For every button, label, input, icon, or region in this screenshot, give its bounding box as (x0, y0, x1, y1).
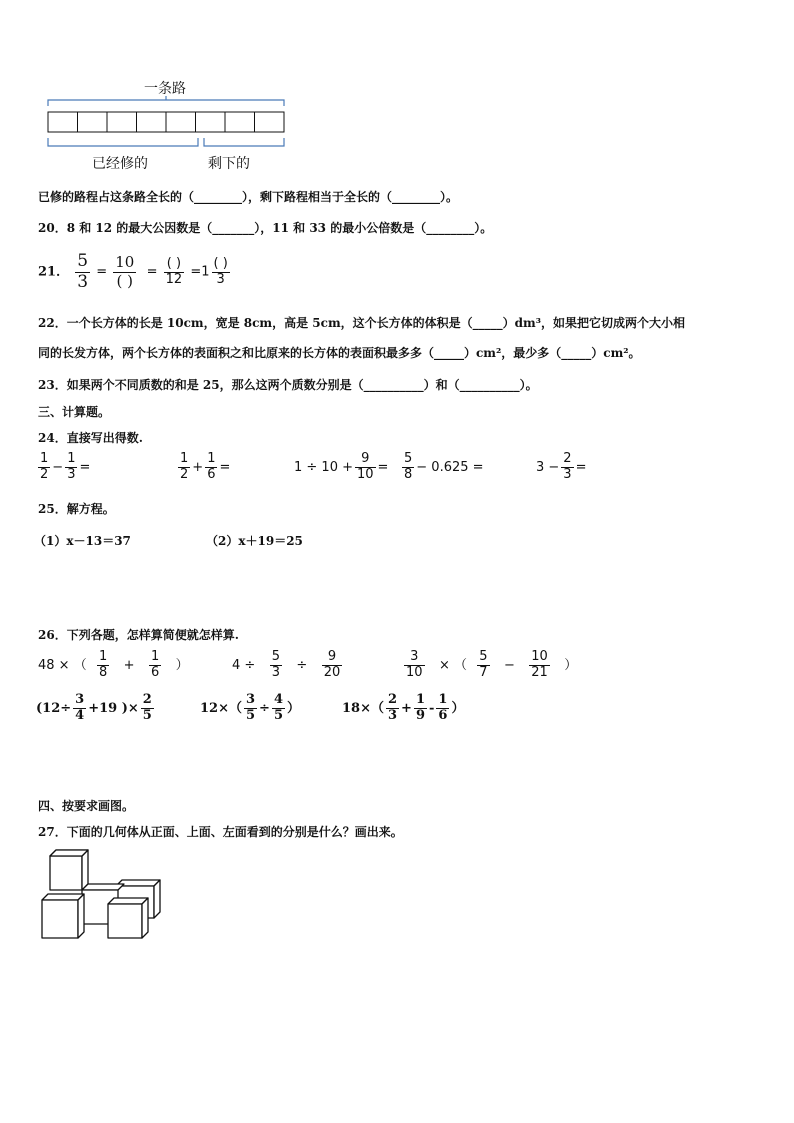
q25-equation-1: （1）x－13＝37 (34, 534, 131, 548)
q23-text: 23．如果两个不同质数的和是 25，那么这两个质数分别是（__________）和（__________）。 (38, 378, 538, 392)
road-strip (48, 112, 284, 132)
q24-expression-4: $\frac{5}{8}$ − 0.625 = (404, 451, 484, 482)
section-3-heading: 三、计算题。 (38, 405, 111, 419)
q24-title: 24．直接写出得数. (38, 431, 143, 445)
q25-equation-2: （2）x＋19＝25 (206, 534, 303, 548)
q26-expression-6: 18×（ $\frac{2}{3}$ + $\frac{1}{9}$ - $\frac{1}{6}$ ） (342, 692, 465, 723)
remaining-brace (204, 138, 284, 146)
q26-expression-2: 4 ÷ $\frac{5}{3}$ ÷ $\frac{9}{20}$ (232, 649, 341, 680)
q26-title: 26．下列各题，怎样算简便就怎样算. (38, 628, 239, 642)
road-diagram (40, 96, 292, 166)
q22-line-2: 同的长发方体，两个长方体的表面积之和比原来的长方体的表面积最多多（_____）cm²，最少多（_____）cm²。 (38, 346, 641, 360)
road-remaining-label: 剩下的 (208, 156, 250, 172)
q20-text: 20．8 和 12 的最大公因数是（_______），11 和 33 的最小公倍数是（________）。 (38, 221, 493, 235)
done-brace (48, 138, 198, 146)
section-4-heading: 四、按要求画图。 (38, 799, 135, 813)
q26-expression-3: $\frac{3}{10}$ × （ $\frac{5}{7}$ − $\frac{10}{21}$ ） (406, 649, 578, 680)
q21-label: 21． (38, 264, 70, 280)
road-total-label: 一条路 (144, 81, 186, 97)
q21-fraction-1: $\frac{5}{3}$ (77, 251, 89, 292)
q21-fraction-3: $\frac{( )}{12}$ (165, 255, 183, 287)
q26-expression-4: (12÷ $\frac{3}{4}$ +19 )× $\frac{2}{5}$ (36, 692, 152, 723)
q22-line-1: 22．一个长方体的长是 10cm，宽是 8cm，高是 5cm，这个长方体的体积是（_____）dm³，如果把它切成两个大小相 (38, 316, 685, 330)
q21-fraction-2: $\frac{10}{( )}$ (115, 253, 135, 290)
road-done-label: 已经修的 (92, 156, 148, 172)
q21-fraction-4: $\frac{( )}{3}$ (213, 255, 228, 287)
q24-expression-1: $\frac{1}{2}$ − $\frac{1}{3}$ = (40, 451, 91, 482)
q21: 21． $\frac{5}{3}$ = $\frac{10}{( )}$ = $\frac{( )}{12}$ =1 $\frac{( )}{3}$ (38, 251, 228, 292)
q26-expression-5: 12×（ $\frac{3}{5}$ ÷ $\frac{4}{5}$ ） (200, 692, 300, 723)
q24-expression-5: 3 − $\frac{2}{3}$ = (536, 451, 587, 482)
q19-text: 已修的路程占这条路全长的（________），剩下路程相当于全长的（________）。 (38, 190, 459, 204)
q27-text: 27．下面的几何体从正面、上面、左面看到的分别是什么？画出来。 (38, 825, 403, 839)
q24-expression-3: 1 ÷ 10 + $\frac{9}{10}$ = (294, 451, 389, 482)
q25-title: 25．解方程。 (38, 502, 115, 516)
q26-expression-1: 48 × （ $\frac{1}{8}$ + $\frac{1}{6}$ ） (38, 649, 189, 680)
q21-whole: 1 (201, 264, 210, 280)
q24-expression-2: $\frac{1}{2}$ + $\frac{1}{6}$ = (180, 451, 231, 482)
cube-solid-figure (38, 848, 168, 944)
road-total-brace (48, 100, 284, 106)
